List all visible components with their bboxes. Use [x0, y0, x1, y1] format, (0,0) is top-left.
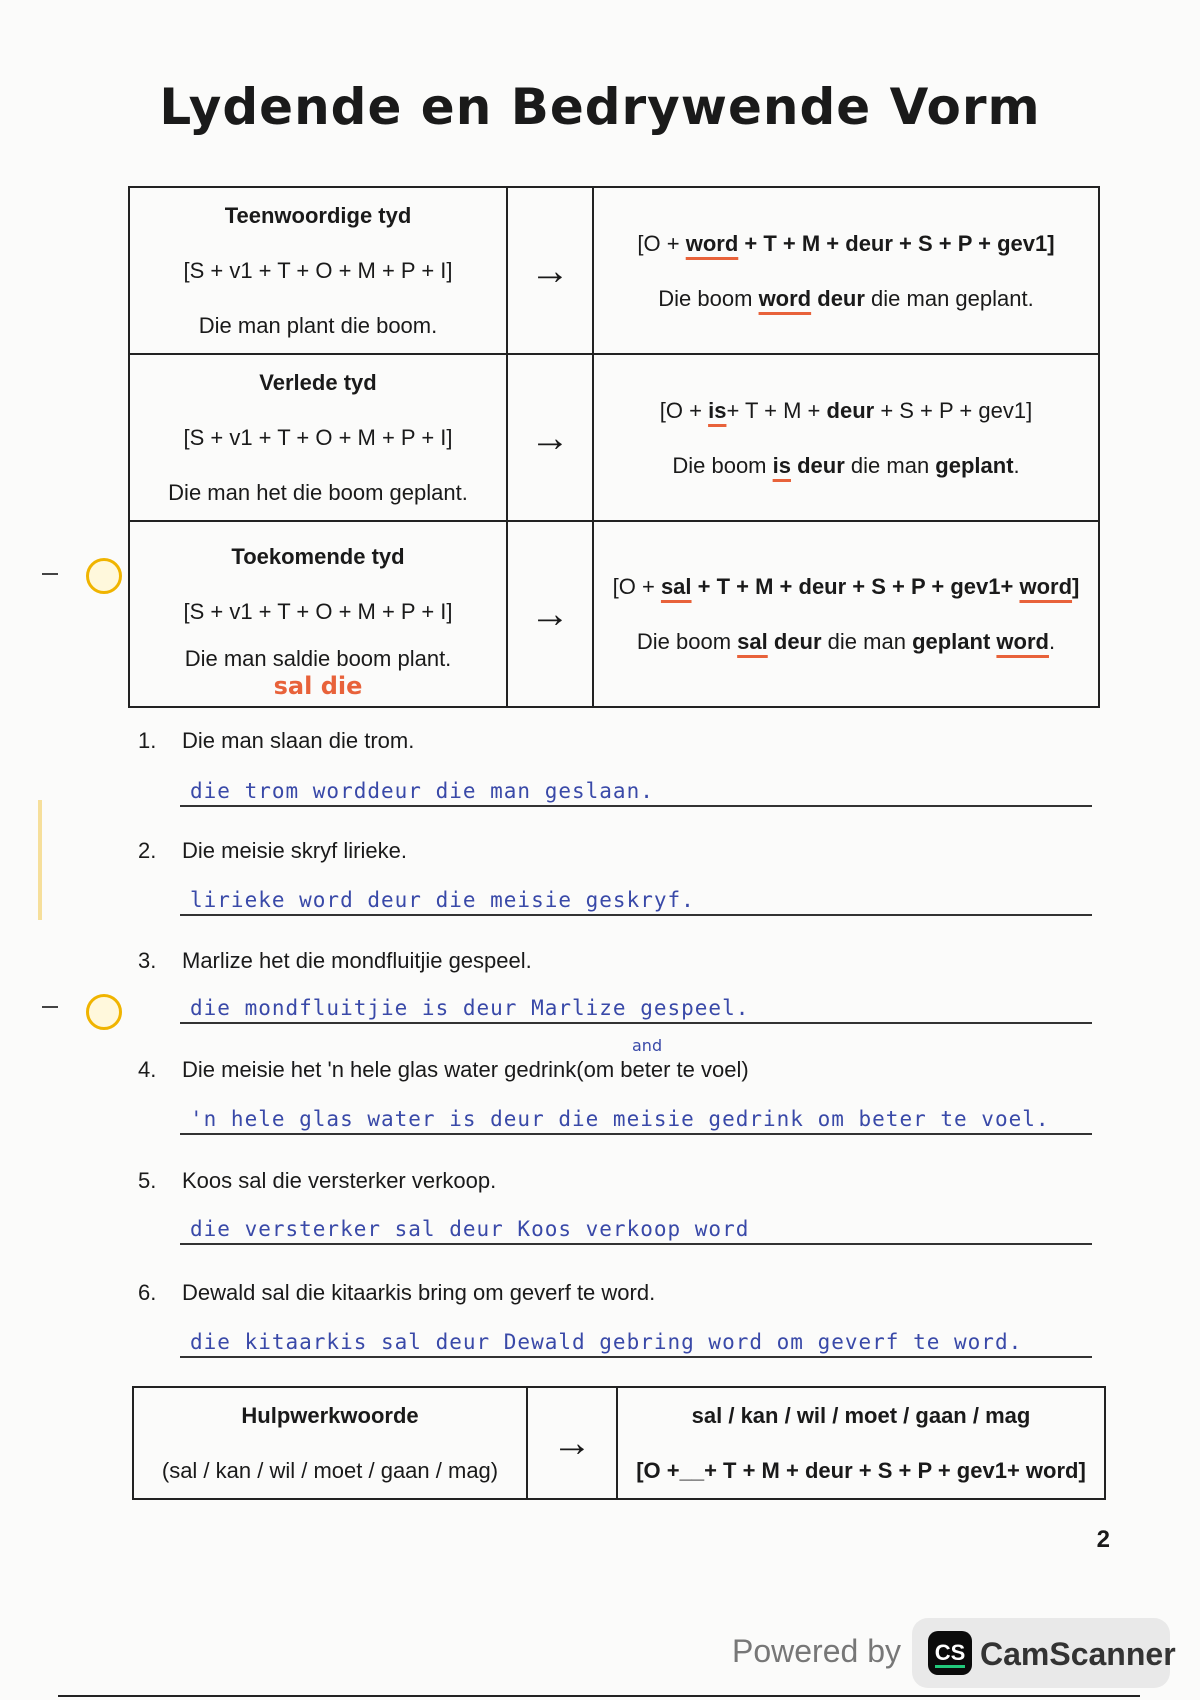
- tense-row: [129, 187, 1099, 354]
- helper-right-heading: sal / kan / wil / moet / gaan / mag: [691, 1403, 1031, 1428]
- camscanner-name: CamScanner: [980, 1636, 1176, 1672]
- highlighter-stroke: [38, 800, 42, 920]
- answer-line[interactable]: [180, 982, 1092, 1024]
- question-text: Die man slaan die trom.: [182, 728, 415, 753]
- active-example: Die man saldie boom plant.: [184, 646, 452, 671]
- passive-example: Die boom sal deur die man geplant word.: [636, 629, 1056, 654]
- passive-formula: [O + sal + T + M + deur + S + P + gev1+ word]: [612, 574, 1080, 599]
- arrow-cell: [507, 521, 593, 707]
- handwritten-answer: die mondfluitjie is deur Marlize gespeel.: [190, 996, 750, 1020]
- tense-heading: Teenwoordige tyd: [224, 203, 412, 228]
- handwritten-answer: die versterker sal deur Koos verkoop word: [190, 1217, 750, 1241]
- helper-heading: Hulpwerkwoorde: [241, 1403, 419, 1428]
- passive-cell: [593, 354, 1099, 521]
- handwritten-answer: die trom worddeur die man geslaan.: [190, 779, 654, 803]
- answer-line[interactable]: [180, 765, 1092, 807]
- worksheet-page: Lydende en Bedrywende Vorm Teenwoordige tyd [S + v1 + T + O + M + P + I] Die man plant die boom. → [O + word + T + M + deur + S + P + gev1] Die boom word deur die man geplant. Verlede tyd [S + v1 + T + O + M + P + I] Die man het die boom geplant. → [O + is+ T + M + deur + S + P + gev1] Die boom is deur die man geplant. Toekomende tyd [S + v1 + T + O + M + P + I] Die man saldie boom plant. sal die → [O + sal + T + M + deur + S + P + gev1+ word] Die boom sal deur die man geplant word. 1. Die man slaan die trom. die trom worddeur die man geslaan. 2. Die meisie skryf lirieke. lirieke word deur die meisie geskryf. 3. Marlize het die mondfluitjie gespeel. die mondfluitjie is deur Marlize gespeel. and 4. Die meisie het 'n hele glas water gedrink(om beter te voel) 'n hele glas water is deur die meisie gedrink om beter te voel. 5. Koos sal die versterker verkoop. die versterker sal deur Koos verkoop word 6. Dewald sal die kitaarkis bring om geverf te word. die kitaarkis sal deur Dewald gebring word om geverf te word. Hulpwerkwoorde (sal / kan / wil / moet / gaan / mag) → sal / kan / wil / moet / gaan / mag [O +__+ T + M + deur + S + P + gev1+ word] 2 Powered by CS CamScanner: [0, 0, 1200, 1700]
- helper-formula: [O +__+ T + M + deur + S + P + gev1+ word]: [636, 1458, 1086, 1483]
- smiley-mark-icon: [86, 994, 122, 1030]
- answer-line[interactable]: [180, 1093, 1092, 1135]
- active-example: Die man het die boom geplant.: [168, 480, 468, 505]
- arrow-right-icon: →: [530, 415, 570, 460]
- camscanner-logo-icon: CS: [928, 1631, 972, 1675]
- arrow-cell: [507, 187, 593, 354]
- active-formula: [S + v1 + T + O + M + P + I]: [183, 258, 453, 283]
- tense-heading: Verlede tyd: [259, 370, 377, 395]
- passive-formula: [O + is+ T + M + deur + S + P + gev1]: [659, 397, 1033, 423]
- helper-left-cell: [133, 1387, 527, 1499]
- smiley-mark-icon: [86, 558, 122, 594]
- handwritten-correction: sal die: [273, 672, 363, 700]
- active-cell: [129, 521, 507, 707]
- tense-row: [129, 354, 1099, 521]
- question-text: Die meisie skryf lirieke.: [182, 838, 407, 863]
- handwritten-answer: 'n hele glas water is deur die meisie gedrink om beter te voel.: [190, 1107, 1050, 1131]
- arrow-cell: [507, 354, 593, 521]
- active-example: Die man plant die boom.: [198, 313, 438, 338]
- question-text: Die meisie het 'n hele glas water gedrink(om beter te voel): [182, 1057, 749, 1082]
- powered-by-text: Powered by: [732, 1633, 901, 1669]
- margin-dash: [42, 1006, 58, 1008]
- tense-table: [128, 186, 1100, 708]
- tense-row: [129, 521, 1099, 707]
- margin-dash: [42, 573, 58, 575]
- handwritten-answer: die kitaarkis sal deur Dewald gebring word om geverf te word.: [190, 1330, 1023, 1354]
- page-number: 2: [1096, 1526, 1110, 1553]
- helper-verbs-table: [132, 1386, 1106, 1500]
- page-title: Lydende en Bedrywende Vorm: [159, 78, 1041, 136]
- answer-line[interactable]: [180, 874, 1092, 916]
- handwritten-note: and: [632, 1036, 663, 1055]
- passive-cell: [593, 521, 1099, 707]
- arrow-right-icon: →: [530, 592, 570, 636]
- passive-example: Die boom is deur die man geplant.: [672, 452, 1020, 478]
- bottom-rule: [58, 1695, 1140, 1697]
- question-text: Dewald sal die kitaarkis bring om geverf te word.: [182, 1280, 656, 1305]
- tense-heading: Toekomende tyd: [231, 544, 405, 569]
- answer-line[interactable]: [180, 1316, 1092, 1358]
- arrow-right-icon: →: [552, 1421, 592, 1465]
- helper-row: [133, 1387, 1105, 1499]
- passive-cell: [593, 187, 1099, 354]
- active-formula: [S + v1 + T + O + M + P + I]: [183, 599, 453, 624]
- question-text: Koos sal die versterker verkoop.: [182, 1168, 497, 1193]
- arrow-right-icon: →: [530, 248, 570, 293]
- active-cell: [129, 354, 507, 521]
- arrow-cell: [527, 1387, 617, 1499]
- passive-formula: [O + word + T + M + deur + S + P + gev1]: [637, 230, 1055, 256]
- helper-list: (sal / kan / wil / moet / gaan / mag): [161, 1458, 499, 1483]
- passive-example: Die boom word deur die man geplant.: [658, 285, 1034, 311]
- active-cell: [129, 187, 507, 354]
- handwritten-answer: lirieke word deur die meisie geskryf.: [190, 888, 695, 912]
- answer-line[interactable]: [180, 1203, 1092, 1245]
- camscanner-badge: [912, 1618, 1176, 1688]
- question-text: Marlize het die mondfluitjie gespeel.: [182, 948, 532, 973]
- helper-right-cell: [617, 1387, 1105, 1499]
- active-formula: [S + v1 + T + O + M + P + I]: [183, 425, 453, 450]
